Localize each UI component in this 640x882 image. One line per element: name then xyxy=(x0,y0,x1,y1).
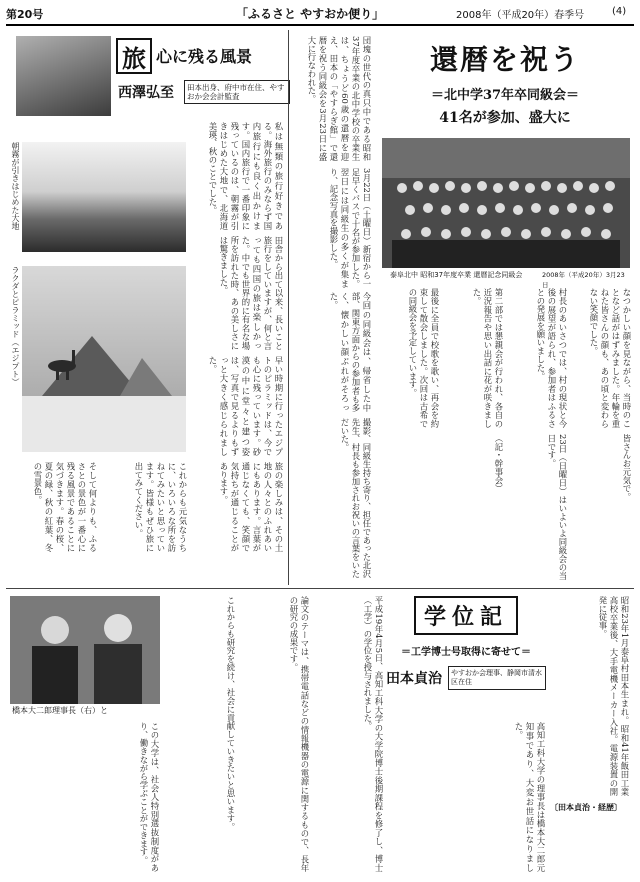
pyramid-photo xyxy=(22,266,186,452)
reunion-title: 還暦を祝う xyxy=(429,43,580,76)
header-rule xyxy=(6,24,634,26)
degree-title: 学位記 xyxy=(414,596,518,635)
degree-title-row xyxy=(386,596,546,635)
reunion-right-col-1: なつかしい顔を見ながら、当時のことなど話がはずみました。年輪を重ねた皆さんの顔も、あの頃と変わらない笑顔でした。 xyxy=(589,288,632,428)
newsletter-title: 「ふるさと やすおか便り」 xyxy=(236,7,385,21)
travel-col-2: 田舎から出て以来、長いこと旅行をしていますが、何と言っても四国の旅は楽しかった。中でも世界的に有名な場所を訪れた時、あの美しさには驚きました。 xyxy=(219,236,284,350)
travel-col-6: これからも元気なうちに、いろいろな所を訪ねてみたいと思っています。皆様もぜひ旅に出てみてください。 xyxy=(134,462,188,552)
reunion-photo-caption: 泰阜北中 昭和37年度卒業 還暦記念同級会 xyxy=(390,271,523,279)
reunion-title-block xyxy=(378,34,632,134)
travel-title: 心に残る風景 xyxy=(156,47,253,66)
degree-title-block xyxy=(386,596,546,716)
reunion-photo-caption-row xyxy=(382,270,630,289)
travel-col-1: 私は無類の旅行好きである。海外旅行のみならず国内旅行にも良く出かけます。国内旅行で一番印象に残っているのは、朝霧が引きはじめた大地で、北海道美瑛、秋のことでした。 xyxy=(208,122,284,230)
degree-col-3: 論文のテーマは、携帯電話などの情報機器の電源に関するもので、長年の研究の成果です。 xyxy=(289,596,310,872)
page-number: (4) xyxy=(612,6,627,17)
degree-left-col-1: この大学は、社会人特別選抜制度があり、働きながら学ぶことができます。 xyxy=(139,722,160,872)
degree-subtitle: ＝工学博士号取得に寄せて＝ xyxy=(401,647,531,658)
reunion-group-photo xyxy=(382,138,630,268)
degree-author: 田本貞治 xyxy=(386,671,442,687)
reunion-subtitle-2: 41名が参加、盛大に xyxy=(439,110,571,126)
travel-col-4: 旅の楽しみは、その土地の人々とのふれあいにもあります。言葉が通じなくても、笑顔で気持ちが通じることがあります。 xyxy=(219,462,284,552)
reunion-photo-date: 2008年（平成20年）3月23日 xyxy=(542,271,625,289)
reunion-subtitle: ＝北中学37年卒同級会＝ xyxy=(430,88,580,103)
reunion-right-col-4: 最後に全員で校歌を歌い、再会を約束して散会しました。次回は古希での同級会を予定しています。 xyxy=(408,288,440,428)
pyramid-caption: ラクダとピラミッド（エジプト） xyxy=(11,266,20,386)
issue-date: 2008年（平成20年）春季号 xyxy=(456,10,585,21)
vertical-divider xyxy=(288,30,289,585)
degree-photo xyxy=(10,596,160,704)
pyramid-drawing xyxy=(22,266,186,452)
reunion-right-col-3: 第二部では懇親会が行われ、各自の近況報告や思い出話に花が咲きました。 xyxy=(472,288,504,428)
degree-col-2: 高知工科大学の理事長は橋本大二郎元知事であり、大変お世話になりました。 xyxy=(514,722,546,872)
reunion-col-2: 3月22日（土曜日）新宿から一足早くバスで十名が参加した。翌日には同級生の多くが集まり、記念写真を撮影した。 xyxy=(329,168,372,288)
travel-col-5: そして何よりも、ふるさとの景色が一番心に残る風景であることに気づきます。春の桜、夏の緑、秋の紅葉、冬の雪景色。 xyxy=(33,462,98,552)
issue-number: 第20号 xyxy=(6,8,44,21)
misty-land-caption: 朝霧が引きはじめた大地 xyxy=(11,142,20,230)
author-photo xyxy=(16,36,111,116)
reunion-col-4: 撮影、同級生持ち寄り、担任であった北沢先生、村長も参加されお祝いの言葉をいただいた。 xyxy=(340,418,372,578)
page-header xyxy=(6,4,634,24)
section-divider xyxy=(6,588,634,589)
reunion-right-col-6: 23日（日曜日）はいよいよ同級会の当日です。 xyxy=(547,434,568,580)
reunion-right-col-5: 皆さんお元気で。 xyxy=(622,434,632,502)
degree-author-row xyxy=(386,666,546,690)
misty-land-photo xyxy=(22,142,186,252)
group-photo-drawing xyxy=(382,138,630,268)
degree-col-5: これからも研究を続け、社会に貢献していきたいと思います。 xyxy=(226,596,236,831)
reunion-section xyxy=(292,30,634,585)
degree-author-note: やすおか会理事、静岡市清水区在住 xyxy=(448,666,546,690)
travel-section xyxy=(6,30,286,585)
reunion-col-3: 今回の同級会は、帰省した中部、関東方面からの参加者も多く、懐かしい顔ぶれがそろった。 xyxy=(329,292,372,412)
travel-tag: 旅 xyxy=(116,38,152,74)
degree-photo-caption: 橋本大二郎理事長（右）と xyxy=(12,706,108,715)
degree-col-1: 平成19年4月5日、高知工科大学の大学院博士後期課程を修了し、博士（工学）の学位を授与されました。 xyxy=(363,596,384,872)
degree-section xyxy=(6,592,634,878)
degree-profile: 昭和23年1月泰阜村田本生まれ。昭和41年飯田工業高校卒業後、大手電機メーカー入社。電源装置の開発に従事。 xyxy=(598,596,630,796)
reunion-right-col-2: 村長のあいさつでは、村の現状と今後の展望が語られ、参加者はふるさとの発展を願いました。 xyxy=(536,288,568,428)
degree-photo-drawing xyxy=(10,596,160,704)
travel-author-note: 田本出身、府中市在住、やすおか会会計監査 xyxy=(184,80,290,104)
reunion-col-1: 団塊の世代の真只中である昭和37年度卒業の北中学校の卒業生は、ちょうど60歳の還暦を迎え、田本の「やすらぎ館」で還暦を祝う同級会を3月23日に盛大に行なわれた。 xyxy=(307,36,372,161)
travel-author: 西澤弘至 xyxy=(118,85,174,101)
reunion-right-col-7: （記・幹事会） xyxy=(494,434,504,493)
degree-profile-title: 〔田本貞治・経歴〕 xyxy=(550,803,622,812)
travel-col-3: 早い時期に行ったエジプトのピラミッドは、今でも心に残っています。砂漠の中に堂々と建つ姿は、写真で見るよりもずっと大きく感じられました。 xyxy=(208,356,284,456)
travel-heading xyxy=(116,36,286,76)
